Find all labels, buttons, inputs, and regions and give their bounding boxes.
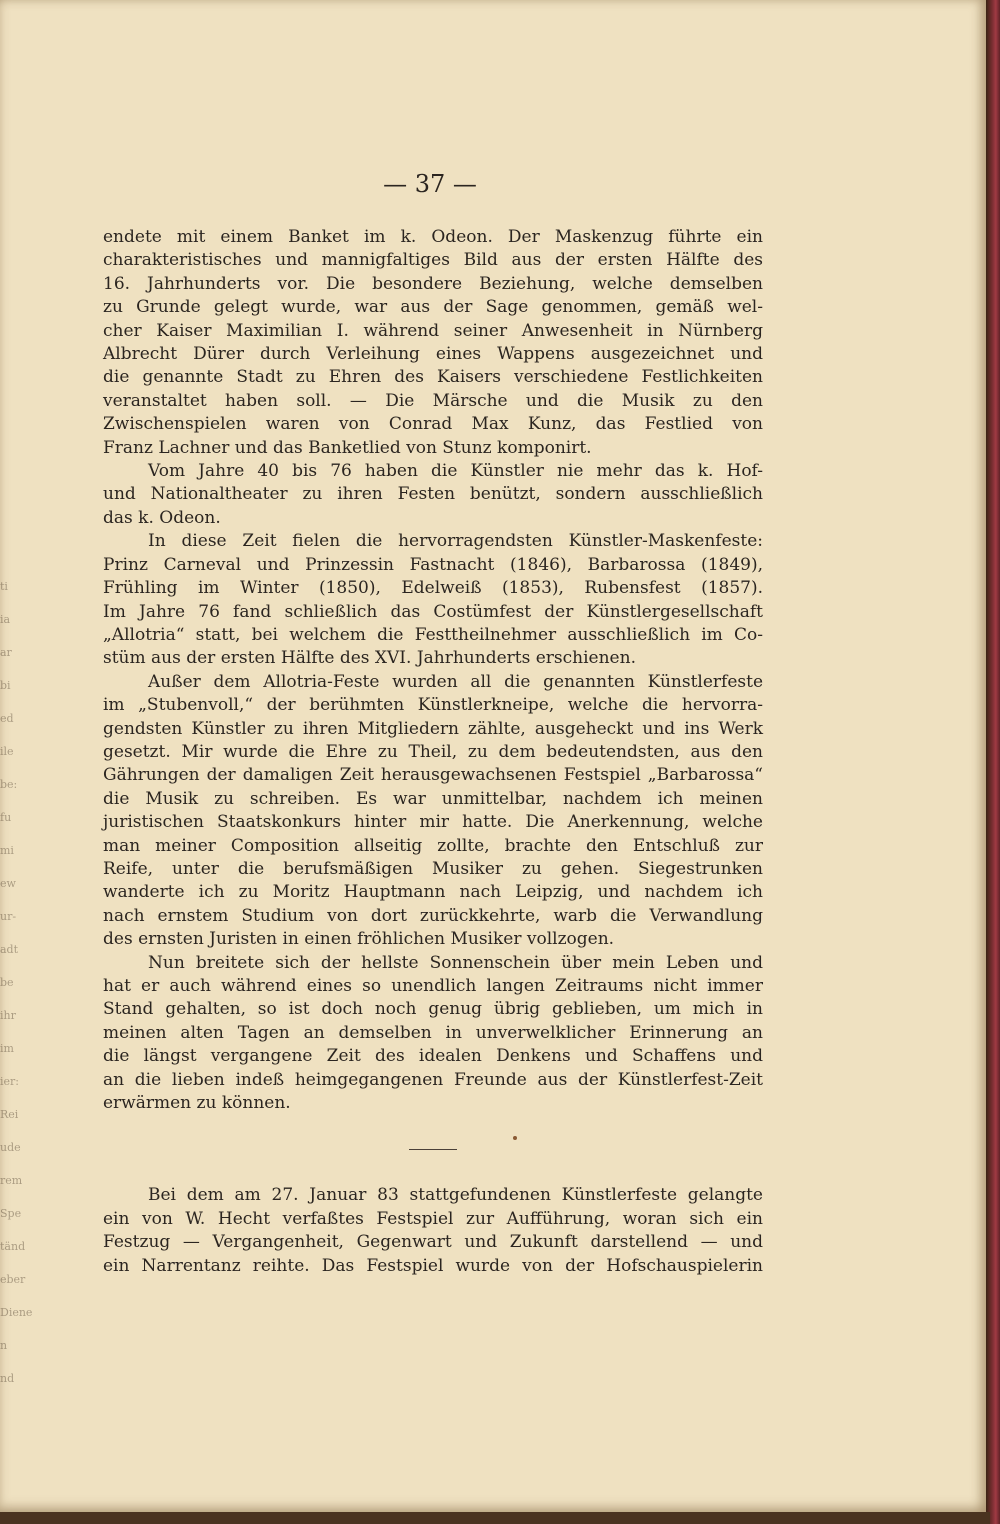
bleed-fragment: ti (0, 580, 8, 593)
bleed-fragment: ihr (0, 1009, 16, 1022)
bleed-fragment: eber (0, 1273, 26, 1286)
bleed-fragment: Rei (0, 1108, 19, 1121)
text-line: die längst vergangene Zeit des idealen Denkens und Schaffens und (103, 1046, 763, 1067)
text-line: endete mit einem Banket im k. Odeon. Der Maskenzug führte ein (103, 227, 763, 247)
text-line: ein von W. Hecht verfaßtes Festspiel zur Aufführung, woran sich ein (103, 1208, 763, 1229)
text-line: und Nationaltheater zu ihren Festen benützt, sondern ausschließlich (103, 484, 763, 505)
bleed-fragment: fu (0, 811, 12, 824)
text-line: charakteristisches und mannigfaltiges Bild aus der ersten Hälfte des (103, 250, 763, 271)
text-line: Zwischenspielen waren von Conrad Max Kunz, das Festlied von (103, 414, 763, 435)
bleed-fragment: n (0, 1339, 8, 1352)
bleed-fragment: ur- (0, 910, 17, 923)
margin-bleed-through (0, 570, 33, 1385)
text-line: Festzug — Vergangenheit, Gegenwart und Zukunft darstellend — und (103, 1232, 763, 1253)
paper-speck (513, 1136, 517, 1140)
paragraph-2 (103, 460, 763, 530)
section-divider (409, 1149, 457, 1150)
bleed-fragment: Spe (0, 1207, 22, 1220)
bleed-fragment: ia (0, 613, 11, 626)
book-bottom-edge (0, 1512, 990, 1524)
bleed-fragment: tänd (0, 1240, 26, 1253)
bleed-fragment: rem (0, 1174, 23, 1187)
text-line: Stand gehalten, so ist doch noch genug übrig geblieben, um mich in (103, 999, 763, 1020)
bleed-fragment: ile (0, 745, 14, 758)
bleed-fragment: nd (0, 1372, 15, 1385)
text-line: wanderte ich zu Moritz Hauptmann nach Leipzig, und nachdem ich (103, 882, 763, 903)
text-line: die genannte Stadt zu Ehren des Kaisers verschiedene Festlichkeiten (103, 367, 763, 388)
text-line: Gährungen der damaligen Zeit herausgewachsenen Festspiel „Barbarossa“ (103, 765, 763, 786)
text-line: man meiner Composition allseitig zollte, brachte den Entschluß zur (103, 835, 763, 856)
bleed-fragment: im (0, 1042, 14, 1055)
text-line: Reife, unter die berufsmäßigen Musiker zu gehen. Siegestrunken (103, 858, 763, 879)
text-line: Bei dem am 27. Januar 83 stattgefundenen Künstlerfeste gelangte (148, 1185, 763, 1206)
text-line: meinen alten Tagen an demselben in unverwelklicher Erinnerung an (103, 1022, 763, 1043)
text-line: Albrecht Dürer durch Verleihung eines Wappens ausgezeichnet und (103, 344, 763, 365)
text-line: Franz Lachner und das Banketlied von Stunz komponirt. (103, 437, 592, 458)
text-line: des ernsten Juristen in einen fröhlichen Musiker vollzogen. (103, 929, 615, 950)
text-line: erwärmen zu können. (103, 1093, 291, 1114)
text-line: Im Jahre 76 fand schließlich das Costümfest der Künstlergesellschaft (103, 601, 763, 622)
text-line: stüm aus der ersten Hälfte des XVI. Jahrhunderts erschienen. (103, 648, 636, 669)
page-number: — 37 — (383, 170, 477, 198)
bleed-fragment: be: (0, 778, 18, 791)
text-line: das k. Odeon. (103, 507, 221, 528)
text-line: ein Narrentanz reihte. Das Festspiel wurde von der Hofschauspielerin (103, 1255, 763, 1276)
paragraph-4 (103, 671, 763, 952)
text-line: „Allotria“ statt, bei welchem die Festtheilnehmer ausschließlich im Co- (103, 624, 763, 645)
text-line: gesetzt. Mir wurde die Ehre zu Theil, zu dem bedeutendsten, aus den (103, 741, 763, 762)
paragraph-6 (103, 1184, 763, 1278)
text-line: zu Grunde gelegt wurde, war aus der Sage genommen, gemäß wel- (103, 297, 763, 318)
bleed-fragment: ed (0, 712, 14, 725)
text-line: im „Stubenvoll,“ der berühmten Künstlerkneipe, welche die hervorra- (103, 695, 763, 716)
text-line: In diese Zeit fielen die hervorragendsten Künstler-Maskenfeste: (148, 531, 763, 552)
text-line: 16. Jahrhunderts vor. Die besondere Beziehung, welche demselben (103, 273, 763, 294)
text-line: Prinz Carneval und Prinzessin Fastnacht (1846), Barbarossa (1849), (103, 554, 763, 575)
text-line: an die lieben indeß heimgegangenen Freunde aus der Künstlerfest-Zeit (103, 1069, 763, 1090)
bleed-fragment: Diene (0, 1306, 33, 1319)
bleed-fragment: ude (0, 1141, 21, 1154)
bleed-fragment: be (0, 976, 14, 989)
text-line: Außer dem Allotria-Feste wurden all die genannten Künstlerfeste (148, 671, 763, 692)
bleed-fragment: bi (0, 679, 11, 692)
text-line: hat er auch während eines so unendlich langen Zeitraums nicht immer (103, 976, 763, 996)
paragraph-1 (103, 226, 763, 460)
bleed-fragment: ew (0, 877, 16, 890)
text-line: nach ernstem Studium von dort zurückkehrte, warb die Verwandlung (103, 905, 763, 926)
bleed-fragment: adt (0, 943, 19, 956)
bleed-fragment: mi (0, 844, 14, 857)
text-line: Vom Jahre 40 bis 76 haben die Künstler nie mehr das k. Hof- (148, 461, 763, 482)
text-line: Frühling im Winter (1850), Edelweiß (1853), Rubensfest (1857). (103, 578, 763, 599)
text-line: juristischen Staatskonkurs hinter mir hatte. Die Anerkennung, welche (103, 812, 763, 833)
text-line: die Musik zu schreiben. Es war unmittelbar, nachdem ich meinen (103, 788, 763, 809)
book-spine (986, 0, 1000, 1524)
text-line: gendsten Künstler zu ihren Mitgliedern zählte, ausgeheckt und ins Werk (103, 718, 763, 739)
text-line: veranstaltet haben soll. — Die Märsche und die Musik zu den (103, 390, 763, 411)
text-line: cher Kaiser Maximilian I. während seiner Anwesenheit in Nürnberg (103, 320, 763, 341)
paragraph-3 (103, 530, 763, 670)
bleed-fragment: ar (0, 646, 12, 659)
text-line: Nun breitete sich der hellste Sonnenschein über mein Leben und (148, 952, 763, 973)
paragraph-5 (103, 952, 763, 1116)
bleed-fragment: ier: (0, 1075, 19, 1088)
body-text (103, 226, 763, 1278)
